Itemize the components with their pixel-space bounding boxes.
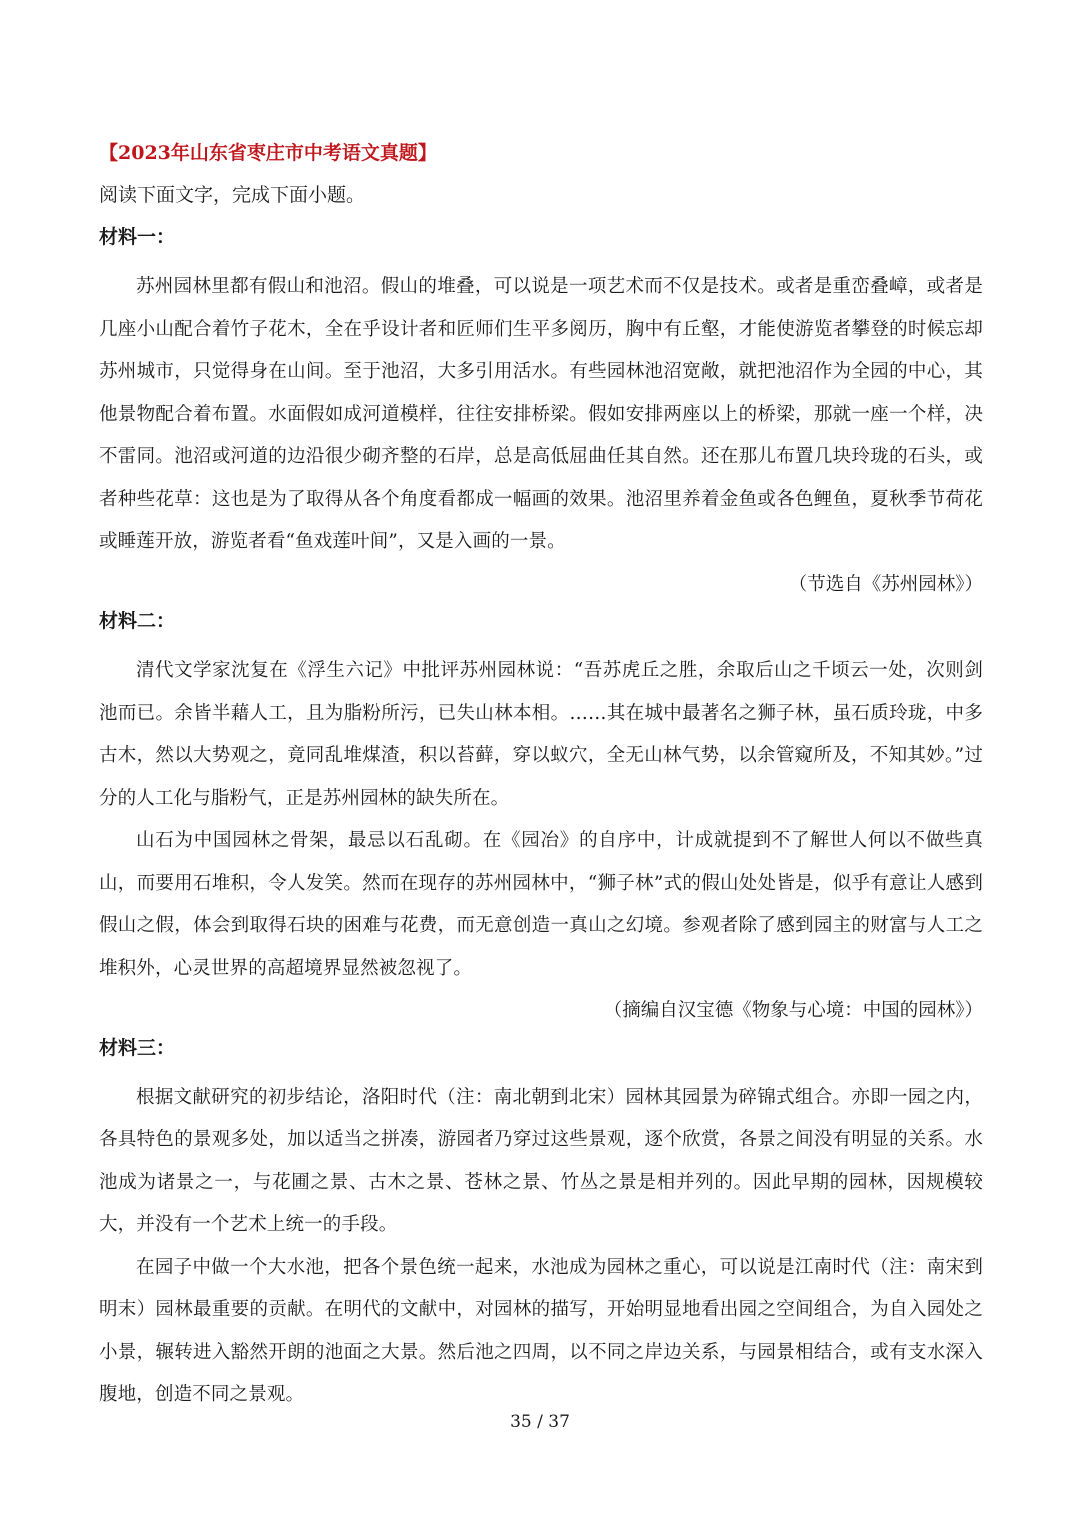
source-citation: （节选自《苏州园林》）	[788, 573, 983, 595]
material-two	[99, 608, 983, 1033]
paragraph: 山石为中国园林之骨架，最忌以石乱砌。在《园冶》的自序中，计成就提到不了解世人何以不做些真山，而要用石堆积，令人发笑。然而在现存的苏州园林中，“狮子林”式的假山处处皆是，似乎有意让人感到假山之假，体会到取得石块的困难与花费，而无意创造一真山之幻境。参观者除了感到园主的财富与人工之堆积外，心灵世界的高超境界显然被忽视了。	[99, 830, 983, 979]
material-label: 材料三：	[99, 1036, 176, 1059]
paragraph: 苏州园林里都有假山和池沼。假山的堆叠，可以说是一项艺术而不仅是技术。或者是重峦叠嶂，或者是几座小山配合着竹子花木，全在乎设计者和匠师们生平多阅历，胸中有丘壑，才能使游览者攀登的时候忘却苏州城市，只觉得身在山间。至于池沼，大多引用活水。有些园林池沼宽敞，就把池沼作为全园的中心，其他景物配合着布置。水面假如成河道模样，往往安排桥梁。假如安排两座以上的桥梁，那就一座一个样，决不雷同。池沼或河道的边沿很少砌齐整的石岸，总是高低屈曲任其自然。还在那儿布置几块玲珑的石头，或者种些花草：这也是为了取得从各个角度看都成一幅画的效果。池沼里养着金鱼或各色鲤鱼，夏秋季节荷花或睡莲开放，游览者看“鱼戏莲叶间”，又是入画的一景。	[99, 276, 983, 552]
material-three	[99, 1035, 983, 1417]
material-label: 材料一：	[99, 226, 176, 248]
paragraph: 根据文献研究的初步结论，洛阳时代（注：南北朝到北宋）园林其园景为碎锦式组合。亦即一园之内，各具特色的景观多处，加以适当之拼凑，游园者乃穿过这些景观，逐个欣赏，各景之间没有明显的关系。水池成为诸景之一，与花圃之景、古木之景、苍林之景、竹丛之景是相并列的。因此早期的园林，因规模较大，并没有一个艺术上统一的手段。	[99, 1086, 983, 1235]
material-one	[99, 224, 983, 606]
document-body	[99, 140, 983, 1417]
source-citation: （摘编自汉宝德《物象与心境：中国的园林》）	[603, 1000, 983, 1021]
paragraph: 在园子中做一个大水池，把各个景色统一起来，水池成为园林之重心，可以说是江南时代（注：南宋到明末）园林最重要的贡献。在明代的文献中，对园林的描写，开始明显地看出园之空间组合，为自入园处之小景，辗转进入豁然开朗的池面之大景。然后池之四周，以不同之岸边关系，与园景相结合，或有支水深入腹地，创造不同之景观。	[99, 1256, 983, 1405]
exam-title: 【2023年山东省枣庄市中考语文真题】	[99, 142, 437, 164]
paragraph: 清代文学家沈复在《浮生六记》中批评苏州园林说：“吾苏虎丘之胜，余取后山之千顷云一处，次则剑池而已。余皆半藉人工，且为脂粉所污，已失山林本相。……其在城中最著名之狮子林，虽石质玲珑，中多古木，然以大势观之，竟同乱堆煤渣，积以苔藓，穿以蚁穴，全无山林气势，以余管窥所及，不知其妙。”过分的人工化与脂粉气，正是苏州园林的缺失所在。	[99, 660, 983, 809]
instruction: 阅读下面文字，完成下面小题。	[99, 184, 366, 206]
material-label: 材料二：	[99, 610, 176, 632]
page-number: 35 / 37	[510, 1412, 570, 1432]
